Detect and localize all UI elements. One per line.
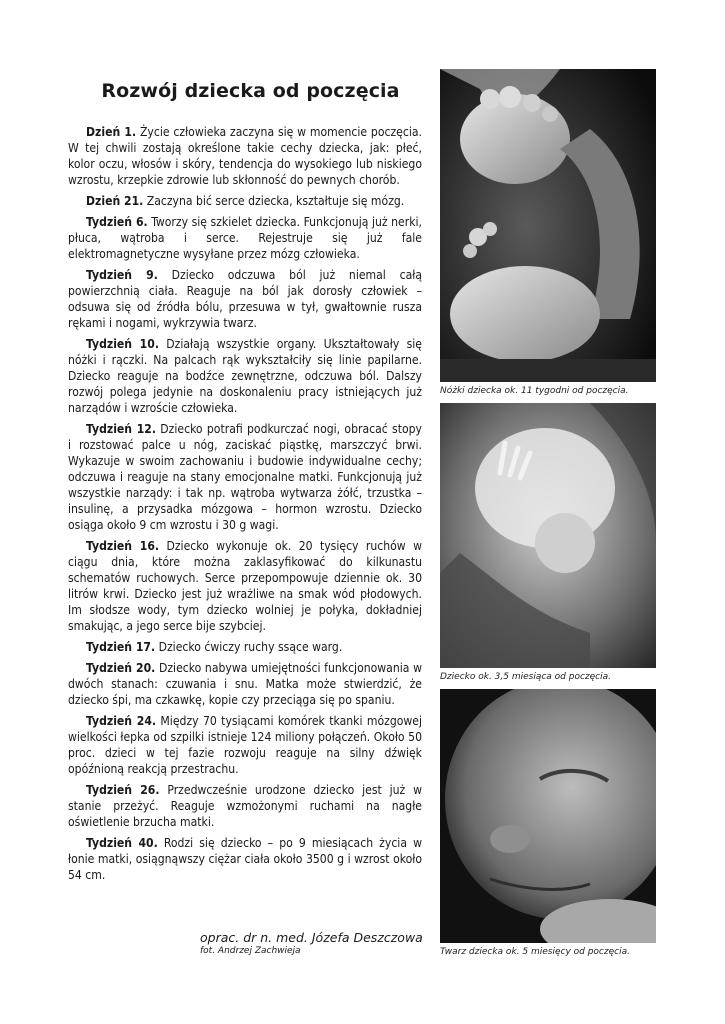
photo-fetus: [440, 403, 656, 668]
paragraph-text: Tworzy się szkielet dziecka. Funkcjonują już nerki, płuca, wątroba i serce. Rejestruje się już fale elektromagnetyczne wysyłane przez mózg człowieka.: [68, 215, 423, 261]
paragraph: [68, 782, 422, 830]
caption-face: Twarz dziecka ok. 5 miesięcy od poczęcia.: [440, 947, 630, 957]
article-title: Rozwój dziecka od poczęcia: [101, 80, 400, 102]
caption-fetus: Dziecko ok. 3,5 miesiąca od poczęcia.: [440, 672, 611, 682]
photo-credit: fot. Andrzej Zachwieja: [200, 946, 301, 956]
paragraph-text: Zaczyna bić serce dziecka, kształtuje się mózg.: [143, 194, 405, 208]
paragraph-label: Tydzień 10.: [86, 337, 159, 351]
paragraph: [68, 660, 422, 708]
paragraph-label: Tydzień 20.: [86, 661, 156, 675]
paragraph: [68, 835, 422, 883]
paragraph-label: Tydzień 17.: [86, 640, 156, 654]
paragraph-label: Tydzień 40.: [86, 836, 158, 850]
paragraph: [68, 713, 422, 777]
paragraph: [68, 214, 422, 262]
caption-feet: Nóżki dziecka ok. 11 tygodni od poczęcia.: [440, 386, 629, 396]
paragraph-text: Dziecko ćwiczy ruchy ssące warg.: [155, 640, 343, 654]
article-body: [68, 124, 422, 888]
paragraph-text: Dziecko potrafi podkurczać nogi, obracać stopy i rozstować palce u nóg, zaciskać piąstkę, marszczyć brwi. Wykazuje w swoim zachowaniu i budowie indywidualne cechy; odczuwa i reaguje na stany emocjonalne matki. Funkcjonują już wszystkie narządy: i tak np. wątroba wytwarza żółć, trzustka – insulinę, a przysadka mózgowa – hormon wzrostu. Dziecko osiąga około 9 cm wzrostu i 30 g wagi.: [68, 422, 422, 532]
paragraph-text: Życie człowieka zaczyna się w momencie poczęcia. W tej chwili zostają określone takie cechy dziecka, jak: płeć, kolor oczu, włosów i skóry, tendencja do wysokiego lub niskiego wzrostu, krzepkie zdrowie lub skłonność do pewnych chorób.: [68, 125, 422, 187]
paragraph-text: Dziecko wykonuje ok. 20 tysięcy ruchów w ciągu dnia, które można zaklasyfikować do kilkunastu schematów ruchowych. Serce przepompowuje dziennie ok. 30 litrów krwi. Dziecko jest już wrażliwe na smak wód płodowych. Im słodsze wody, tym dziecko wolniej je połyka, dokładniej smakując, a jego serce bije szybciej.: [68, 539, 422, 633]
paragraph-text: Działają wszystkie organy. Ukształtowały się nóżki i rączki. Na palcach rąk wykształciły się linie papilarne. Dziecko reaguje na bodźce zewnętrzne, odczuwa ból. Dalszy rozwój polega jedynie na doskonaleniu pracy istniejących już narządów i wzroście człowieka.: [68, 337, 422, 415]
paragraph-label: Tydzień 16.: [86, 539, 160, 553]
paragraph-label: Tydzień 26.: [86, 783, 160, 797]
paragraph: [68, 421, 422, 533]
photo-feet: [440, 69, 656, 382]
paragraph-label: Tydzień 9.: [86, 268, 158, 282]
paragraph-text: Między 70 tysiącami komórek tkanki mózgowej wielkości łepka od szpilki istnieje 124 miliony połączeń. Około 50 proc. dzieci w tej fazie rozwoju reaguje na silny dźwięk opóźnioną reakcją przestrachu.: [68, 714, 422, 776]
paragraph: [68, 193, 422, 209]
author-name: oprac. dr n. med. Józefa Deszczowa: [200, 930, 423, 945]
photo-face: [440, 689, 656, 943]
paragraph-text: Rodzi się dziecko – po 9 miesiącach życia w łonie matki, osiągnąwszy ciężar ciała około 3500 g i wzrost około 54 cm.: [68, 836, 422, 882]
paragraph-label: Dzień 21.: [86, 194, 144, 208]
paragraph-text: Przedwcześnie urodzone dziecko jest już w stanie przeżyć. Reaguje wzmożonymi ruchami na nagłe oświetlenie brzucha matki.: [68, 783, 422, 829]
paragraph-label: Dzień 1.: [86, 125, 137, 139]
paragraph: [68, 538, 422, 634]
paragraph-label: Tydzień 6.: [86, 215, 148, 229]
author-credit: [200, 930, 440, 956]
paragraph: [68, 639, 422, 655]
paragraph-text: Dziecko odczuwa ból już niemal całą powierzchnią ciała. Reaguje na ból jak dorosły człowiek – odsuwa się od źródła bólu, przesuwa w tył, gwałtownie rusza rękami i nogami, wykrzywia twarz.: [68, 268, 423, 330]
paragraph: [68, 267, 422, 331]
paragraph: [68, 124, 422, 188]
paragraph-label: Tydzień 24.: [86, 714, 157, 728]
paragraph-label: Tydzień 12.: [86, 422, 156, 436]
paragraph-text: Dziecko nabywa umiejętności funkcjonowania w dwóch stanach: czuwania i snu. Matka może stwierdzić, że dziecko śpi, ma czkawkę, kopie czy przeciąga się po spaniu.: [68, 661, 422, 707]
paragraph: [68, 336, 422, 416]
